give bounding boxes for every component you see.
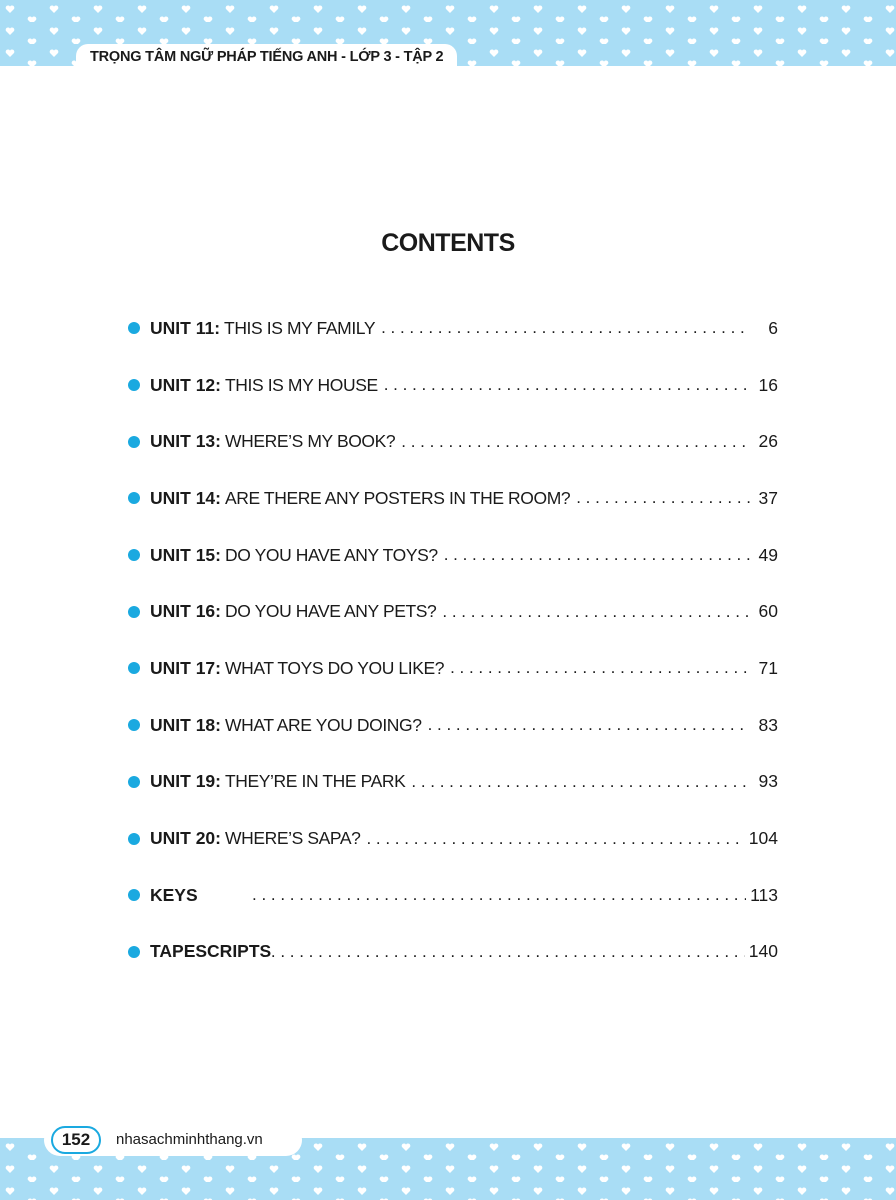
toc-entry-page: 93 [758, 771, 778, 792]
bullet-icon [128, 379, 140, 391]
bullet-icon [128, 606, 140, 618]
toc-entry [128, 583, 778, 640]
toc-entry-label: UNIT 13: [150, 431, 221, 452]
toc-entry [128, 413, 778, 470]
toc-entry-page: 6 [768, 317, 778, 338]
toc-entry-label: UNIT 18: [150, 714, 221, 735]
dot-leader [401, 432, 750, 452]
bullet-icon [128, 549, 140, 561]
toc-entry-page: 60 [758, 601, 778, 622]
header-tab [76, 44, 457, 70]
bullet-icon [128, 833, 140, 845]
bullet-icon [128, 776, 140, 788]
dot-leader [576, 488, 750, 508]
toc-entry-page: 71 [758, 657, 778, 678]
bullet-icon [128, 662, 140, 674]
toc-entry-title: DO YOU HAVE ANY PETS? [224, 601, 437, 622]
toc-entry-label: UNIT 17: [150, 657, 221, 678]
dot-leader [252, 942, 745, 962]
table-of-contents [128, 300, 778, 980]
toc-entry [128, 640, 778, 697]
dot-leader [252, 885, 746, 905]
toc-entry-title: WHERE’S MY BOOK? [224, 431, 396, 452]
dot-leader [366, 829, 744, 849]
toc-entry-page: 113 [750, 884, 778, 905]
bullet-icon [128, 322, 140, 334]
toc-entry-title: THIS IS MY HOUSE [224, 374, 378, 395]
toc-entry [128, 300, 778, 357]
dot-leader [444, 545, 750, 565]
dot-leader [450, 658, 750, 678]
toc-entry-title: THEY’RE IN THE PARK [224, 771, 406, 792]
toc-entry-page: 140 [748, 941, 778, 962]
toc-entry [128, 810, 778, 867]
toc-entry-page: 83 [758, 714, 778, 735]
toc-entry-page: 37 [758, 487, 778, 508]
toc-entry [128, 867, 778, 924]
toc-entry-page: 26 [758, 431, 778, 452]
toc-entry-page: 16 [758, 374, 778, 395]
toc-entry [128, 527, 778, 584]
toc-entry-page: 104 [748, 828, 778, 849]
bullet-icon [128, 492, 140, 504]
toc-entry-title: ARE THERE ANY POSTERS IN THE ROOM? [224, 487, 571, 508]
toc-entry-title: WHERE’S SAPA? [224, 828, 361, 849]
dot-leader [381, 318, 750, 338]
bullet-icon [128, 946, 140, 958]
bullet-icon [128, 719, 140, 731]
toc-entry-title: THIS IS MY FAMILY [224, 317, 376, 338]
toc-entry [128, 697, 778, 754]
toc-entry-label: UNIT 15: [150, 544, 221, 565]
page-number: 152 [51, 1126, 101, 1154]
toc-entry-title: DO YOU HAVE ANY TOYS? [224, 544, 438, 565]
toc-entry-label: UNIT 12: [150, 374, 221, 395]
bullet-icon [128, 436, 140, 448]
toc-entry-label: UNIT 16: [150, 601, 221, 622]
toc-entry-label: UNIT 14: [150, 487, 221, 508]
publisher-website: nhasachminhthang.vn [116, 1131, 263, 1148]
bullet-icon [128, 889, 140, 901]
toc-entry-title: WHAT TOYS DO YOU LIKE? [224, 657, 445, 678]
dot-leader [384, 375, 750, 395]
toc-entry-label: TAPESCRIPTS [150, 941, 272, 962]
toc-entry [128, 357, 778, 414]
toc-entry [128, 924, 778, 981]
toc-entry [128, 754, 778, 811]
toc-entry-label: UNIT 11: [150, 317, 221, 338]
running-header: TRỌNG TÂM NGỮ PHÁP TIẾNG ANH - LỚP 3 - TẬP 2 [90, 49, 444, 65]
toc-entry-page: 49 [758, 544, 778, 565]
toc-entry [128, 470, 778, 527]
dot-leader [428, 715, 750, 735]
toc-entry-label: KEYS [150, 884, 198, 905]
toc-entry-label: UNIT 20: [150, 828, 221, 849]
dot-leader [411, 772, 750, 792]
dot-leader [442, 602, 750, 622]
toc-entry-title: WHAT ARE YOU DOING? [224, 714, 422, 735]
toc-entry-label: UNIT 19: [150, 771, 221, 792]
page-title: CONTENTS [381, 228, 515, 257]
